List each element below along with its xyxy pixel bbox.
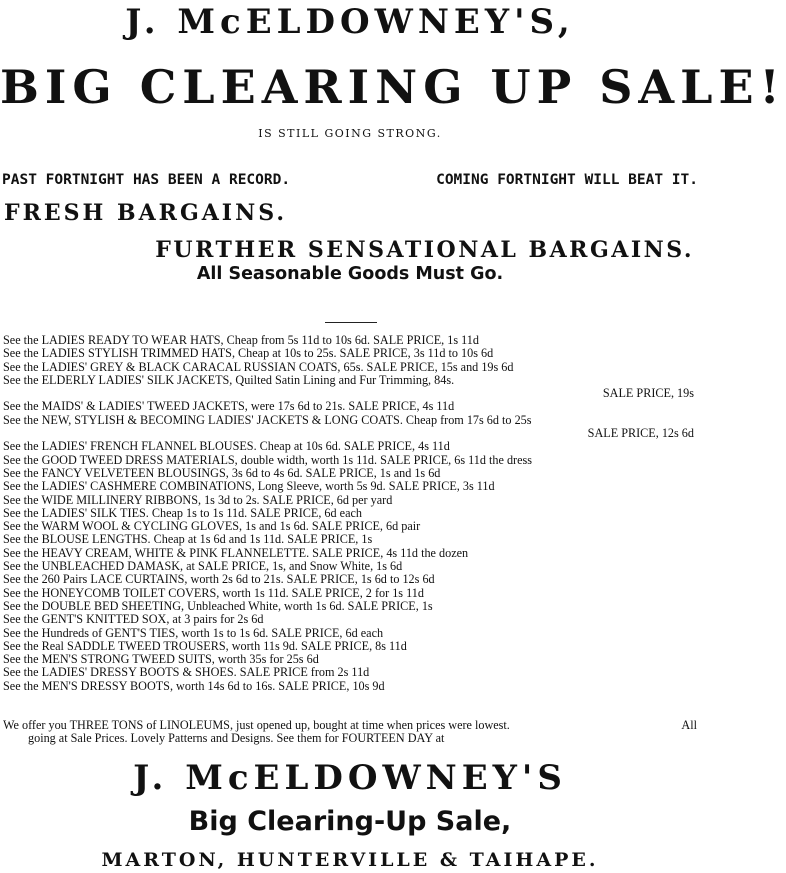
list-item: See the HONEYCOMB TOILET COVERS, worth 1s 11d. SALE PRICE, 2 for 1s 11d (3, 585, 424, 600)
footer-sale-title: Big Clearing-Up Sale, (188, 806, 512, 837)
fortnight-banner (2, 170, 698, 190)
list-item: See the Hundreds of GENT'S TIES, worth 1s to 1s 6d. SALE PRICE, 6d each (3, 625, 384, 640)
section-divider (325, 322, 377, 323)
footer-merchant-name: J. McELDOWNEY'S (133, 758, 567, 798)
list-item: See the DOUBLE BED SHEETING, Unbleached White, worth 1s 6d. SALE PRICE, 1s (3, 598, 433, 613)
list-item: See the HEAVY CREAM, WHITE & PINK FLANNELETTE. SALE PRICE, 4s 11d the dozen (3, 545, 469, 560)
merchant-name-heading: J. McELDOWNEY'S, (125, 2, 575, 42)
past-fortnight-text: PAST FORTNIGHT HAS BEEN A RECORD. (2, 172, 291, 188)
list-item: See the FANCY VELVETEEN BLOUSINGS, 3s 6d to 4s 6d. SALE PRICE, 1s and 1s 6d (3, 465, 441, 480)
coming-fortnight-text: COMING FORTNIGHT WILL BEAT IT. (436, 172, 698, 188)
list-item: See the MEN'S DRESSY BOOTS, worth 14s 6d to 16s. SALE PRICE, 10s 9d (3, 678, 385, 693)
list-item: See the WIDE MILLINERY RIBBONS, 1s 3d to 2s. SALE PRICE, 6d per yard (3, 492, 393, 507)
sale-status-line: IS STILL GOING STRONG. (258, 127, 442, 140)
list-item: See the GOOD TWEED DRESS MATERIALS, double width, worth 1s 11d. SALE PRICE, 6s 11d the dress (3, 452, 533, 467)
list-item: See the MAIDS' & LADIES' TWEED JACKETS, were 17s 6d to 21s. SALE PRICE, 4s 11d (3, 399, 455, 414)
offer-line-2: going at Sale Prices. Lovely Patterns and Designs. See them for FOURTEEN DAY at (28, 731, 445, 746)
list-item: See the UNBLEACHED DAMASK, at SALE PRICE, 1s, and Snow White, 1s 6d (3, 559, 403, 574)
list-item: See the LADIES' GREY & BLACK CARACAL RUSSIAN COATS, 65s. SALE PRICE, 15s and 19s 6d (3, 359, 514, 374)
list-item: See the WARM WOOL & CYCLING GLOVES, 1s and 1s 6d. SALE PRICE, 6d pair (3, 519, 421, 534)
list-item: See the LADIES READY TO WEAR HATS, Cheap from 5s 11d to 10s 6d. SALE PRICE, 1s 11d (3, 333, 479, 347)
list-item: See the Real SADDLE TWEED TROUSERS, worth 11s 9d. SALE PRICE, 8s 11d (3, 638, 407, 653)
list-item: See the ELDERLY LADIES' SILK JACKETS, Quilted Satin Lining and Fur Trimming, 84s. (3, 372, 455, 387)
offer-line-1-end: All (681, 718, 697, 732)
list-item: See the LADIES STYLISH TRIMMED HATS, Cheap at 10s to 25s. SALE PRICE, 3s 11d to 10s 6d (3, 346, 494, 361)
list-item-continuation: SALE PRICE, 12s 6d (587, 426, 694, 441)
fresh-bargains-heading: FRESH BARGAINS. (4, 200, 287, 226)
seasonable-goods-subheading: All Seasonable Goods Must Go. (196, 264, 504, 284)
bargain-list (3, 334, 697, 693)
footer-towns: MARTON, HUNTERVILLE & TAIHAPE. (101, 849, 599, 871)
offer-line-1: We offer you THREE TONS of LINOLEUMS, just opened up, bought at time when prices were lowest. (3, 718, 510, 732)
list-item: See the NEW, STYLISH & BECOMING LADIES' JACKETS & LONG COATS. Cheap from 17s 6d to 25s (3, 412, 532, 427)
list-item: See the LADIES' DRESSY BOOTS & SHOES. SALE PRICE from 2s 11d (3, 665, 370, 680)
further-bargains-heading: FURTHER SENSATIONAL BARGAINS. (155, 237, 694, 263)
linoleum-offer (3, 719, 697, 746)
list-item: See the GENT'S KNITTED SOX, at 3 pairs for 2s 6d (3, 612, 264, 627)
list-item-continuation: SALE PRICE, 19s (602, 386, 694, 401)
list-item: See the MEN'S STRONG TWEED SUITS, worth 35s for 25s 6d (3, 652, 319, 667)
sale-title-heading: BIG CLEARING UP SALE! (0, 60, 786, 114)
list-item: See the LADIES' CASHMERE COMBINATIONS, Long Sleeve, worth 5s 9d. SALE PRICE, 3s 11d (3, 479, 495, 494)
list-item: See the LADIES' FRENCH FLANNEL BLOUSES. Cheap at 10s 6d. SALE PRICE, 4s 11d (3, 439, 450, 454)
list-item: See the LADIES' SILK TIES. Cheap 1s to 1s 11d. SALE PRICE, 6d each (3, 505, 362, 520)
list-item: See the BLOUSE LENGTHS. Cheap at 1s 6d and 1s 11d. SALE PRICE, 1s (3, 532, 373, 547)
list-item: See the 260 Pairs LACE CURTAINS, worth 2s 6d to 21s. SALE PRICE, 1s 6d to 12s 6d (3, 572, 435, 587)
